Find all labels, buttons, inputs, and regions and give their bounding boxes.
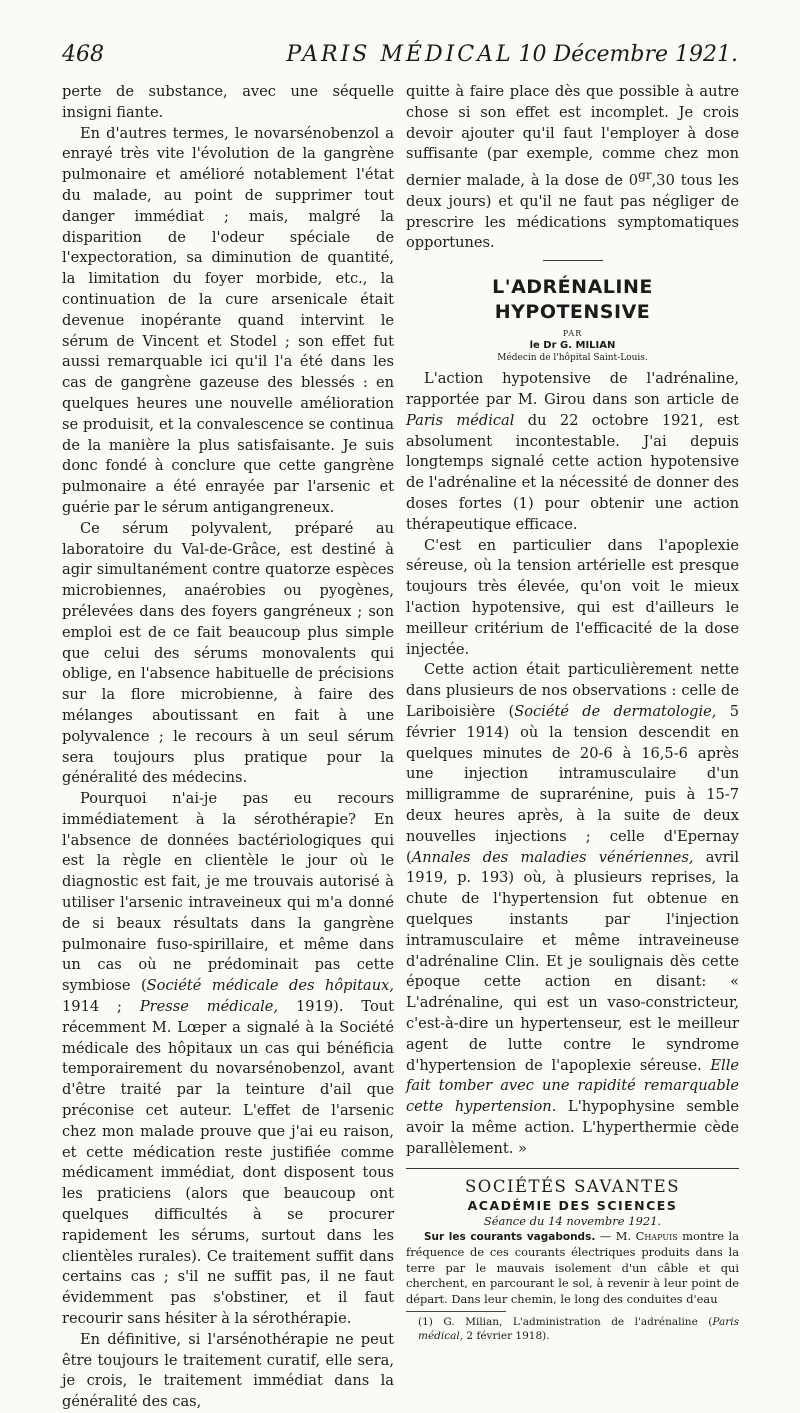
- page-header: [62, 38, 738, 74]
- article-title: L'ADRÉNALINE HYPOTENSIVE: [492, 276, 653, 324]
- emphasis: Elle fait tomber avec une rapidité remarquable cette hypertension.: [406, 1056, 739, 1116]
- paragraph: C'est en particulier dans l'apoplexie séreuse, où la tension artérielle est presque toujours très élevée, qu'on voit le mieux l'action hypotensive, qui est d'ailleurs le meilleur critérium de l'efficacité de la dose injectée.: [406, 536, 739, 658]
- paragraph: L'action hypotensive de l'adrénaline, rapportée par M. Girou dans son article de Paris médical du 22 octobre 1921, est absolument incontestable. J'ai depuis longtemps signalé cette action hypotensive de l'adrénaline et la nécessité de donner des doses fortes (1) pour obtenir une action thérapeutique efficace.: [406, 370, 739, 533]
- citation: Annales des maladies vénériennes,: [411, 848, 694, 866]
- session-date: Séance du 14 novembre 1921.: [483, 1213, 662, 1228]
- citation: Société de dermatologie,: [514, 702, 717, 720]
- byline-par: PAR: [562, 329, 583, 339]
- paragraph: perte de substance, avec une séquelle insigni fiante.: [62, 83, 394, 121]
- paragraph: En d'autres termes, le novarsénobenzol a enrayé très vite l'évolution de la gangrène pulmonaire et amélioré notablement l'état du malade, au point de supprimer tout danger immédiat ; mais, malgré la disparition de l'odeur spéciale de l'expectoration, sa diminution de quantité, la limitation du foyer morbide, etc., la continuation de la cure arsenicale était devenue inopérante quand intervint le sérum de Vincent et Stodel ; son effet fut aussi remarquable ici qu'il l'a été dans les cas de gangrène gazeuse des blessés : en quelques heures une nouvelle amélioration se produisit, et la convalescence se continua de la manière la plus satisfaisante. Je suis donc fondé à conclure que cette gangrène pulmonaire a été enrayée par l'arsenic et guérie par le sérum antigangreneux.: [62, 124, 394, 516]
- paragraph: Sur les courants vagabonds. — M. Chapuis montre la fréquence de ces courants électriques produits dans la terre par le mauvais isolement d'un câble et qui cherchent, en parcourant le sol, à revenir à leur point de départ. Dans leur chemin, le long des conduites d'eau: [406, 1228, 739, 1306]
- citation: Société médicale des hôpitaux,: [146, 977, 395, 995]
- author-name: le Dr G. MILIAN: [529, 340, 616, 352]
- right-column: [406, 82, 739, 1343]
- author-affiliation: Médecin de l'hôpital Saint-Louis.: [497, 353, 648, 364]
- paragraph: Cette action était particulièrement nette dans plusieurs de nos observations : celle de Lariboisière (Société de dermatologie, 5 février 1914) où la tension descendit en quelques minutes de 20-6 à 16,5-6 après une injection intramusculaire d'un milligramme de suprarénine, puis à 15-7 deux heures après, à la suite de deux nouvelles injections ; celle d'Epernay (Annales des maladies vénériennes, avril 1919, p. 193) où, à plusieurs reprises, la chute de l'hypertension fut obtenue en quelques instants par l'injection intramusculaire et même intraveineuse d'adrénaline Clin. Et je soulignais dès cette époque cette action en disant: « L'adrénaline, qui est un vaso-constricteur, c'est-à-dire un hypertenseur, est le meilleur agent de lutte contre le syndrome d'hypertension de l'apoplexie séreuse. Elle fait tomber avec une rapidité remarquable cette hypertension. L'hypophysine semble avoir la même action. L'hyperthermie cède parallèlement. »: [406, 661, 740, 1157]
- paragraph: quitte à faire place dès que possible à autre chose si son effet est incomplet. Je crois devoir ajouter qu'il faut l'employer à dose suffisante (par exemple, comme chez mon dernier malade, à la dose de $0^{gr},30$ tous les deux jours) et qu'il ne faut pas négliger de prescrire les médications symptomatiques opportunes.: [406, 83, 739, 252]
- section-title: SOCIÉTÉS SAVANTES: [464, 1176, 681, 1196]
- footnote: (1) G. Milian, L'administration de l'adrénaline (Paris médical, 2 février 1918).: [418, 1316, 739, 1343]
- section-divider: [406, 1168, 739, 1169]
- item-heading: Sur les courants vagabonds.: [424, 1230, 596, 1243]
- citation: Presse médicale,: [139, 998, 279, 1016]
- page-number: 468: [62, 42, 104, 67]
- subsection-title: ACADÉMIE DES SCIENCES: [467, 1197, 678, 1213]
- left-column: [62, 82, 394, 1413]
- issue-date: 10 Décembre 1921.: [518, 42, 738, 67]
- journal-title: PARIS MÉDICAL: [286, 42, 514, 67]
- paragraph: Pourquoi n'ai-je pas eu recours immédiatement à la sérothérapie? En l'absence de données bactériologiques qui est la règle en clientèle le jour où le diagnostic est fait, je me trouvais autorisé à utiliser l'arsenic intraveineux qui m'a donné de si beaux résultats dans la gangrène pulmonaire fuso-spirillaire, et même dans un cas où ne prédominait pas cette symbiose (Société médicale des hôpitaux, 1914 ; Presse médicale, 1919). Tout récemment M. Lœper a signalé à la Société médicale des hôpitaux un cas qui bénéficia temporairement du novarsénobenzol, avant d'être traité par la teinture d'ail que préconise cet auteur. L'effet de l'arsenic chez mon malade prouve que j'ai eu raison, et cette médication reste justifiée comme médicament immédiat, dont disposent tous les praticiens (alors que beaucoup ont quelques difficultés à se procurer rapidement les sérums, surtout dans les clientèles rurales). Ce traitement suffit dans certains cas ; s'il ne suffit pas, il ne faut évidemment pas s'obstiner, et il faut recourir sans hésiter à la sérothérapie.: [62, 790, 395, 1328]
- divider: [543, 260, 603, 261]
- citation: Paris médical: [406, 411, 515, 429]
- footnote-divider: [406, 1311, 506, 1312]
- paragraph: Ce sérum polyvalent, préparé au laboratoire du Val-de-Grâce, est destiné à agir simultanément contre quatorze espèces microbiennes, anaérobies ou pyogènes, prélevées dans des foyers gangréneux ; son emploi est de ce fait beaucoup plus simple que celui des sérums monovalents qui oblige, en l'absence habituelle de précisions sur la flore microbienne, à faire des mélanges aboutissant en fait à une polyvalence ; le recours à un seul sérum sera toujours plus pratique pour la généralité des médecins.: [62, 519, 394, 787]
- paragraph: En définitive, si l'arsénothérapie ne peut être toujours le traitement curatif, elle sera, je crois, le traitement immédiat dans la généralité des cas,: [62, 1330, 394, 1411]
